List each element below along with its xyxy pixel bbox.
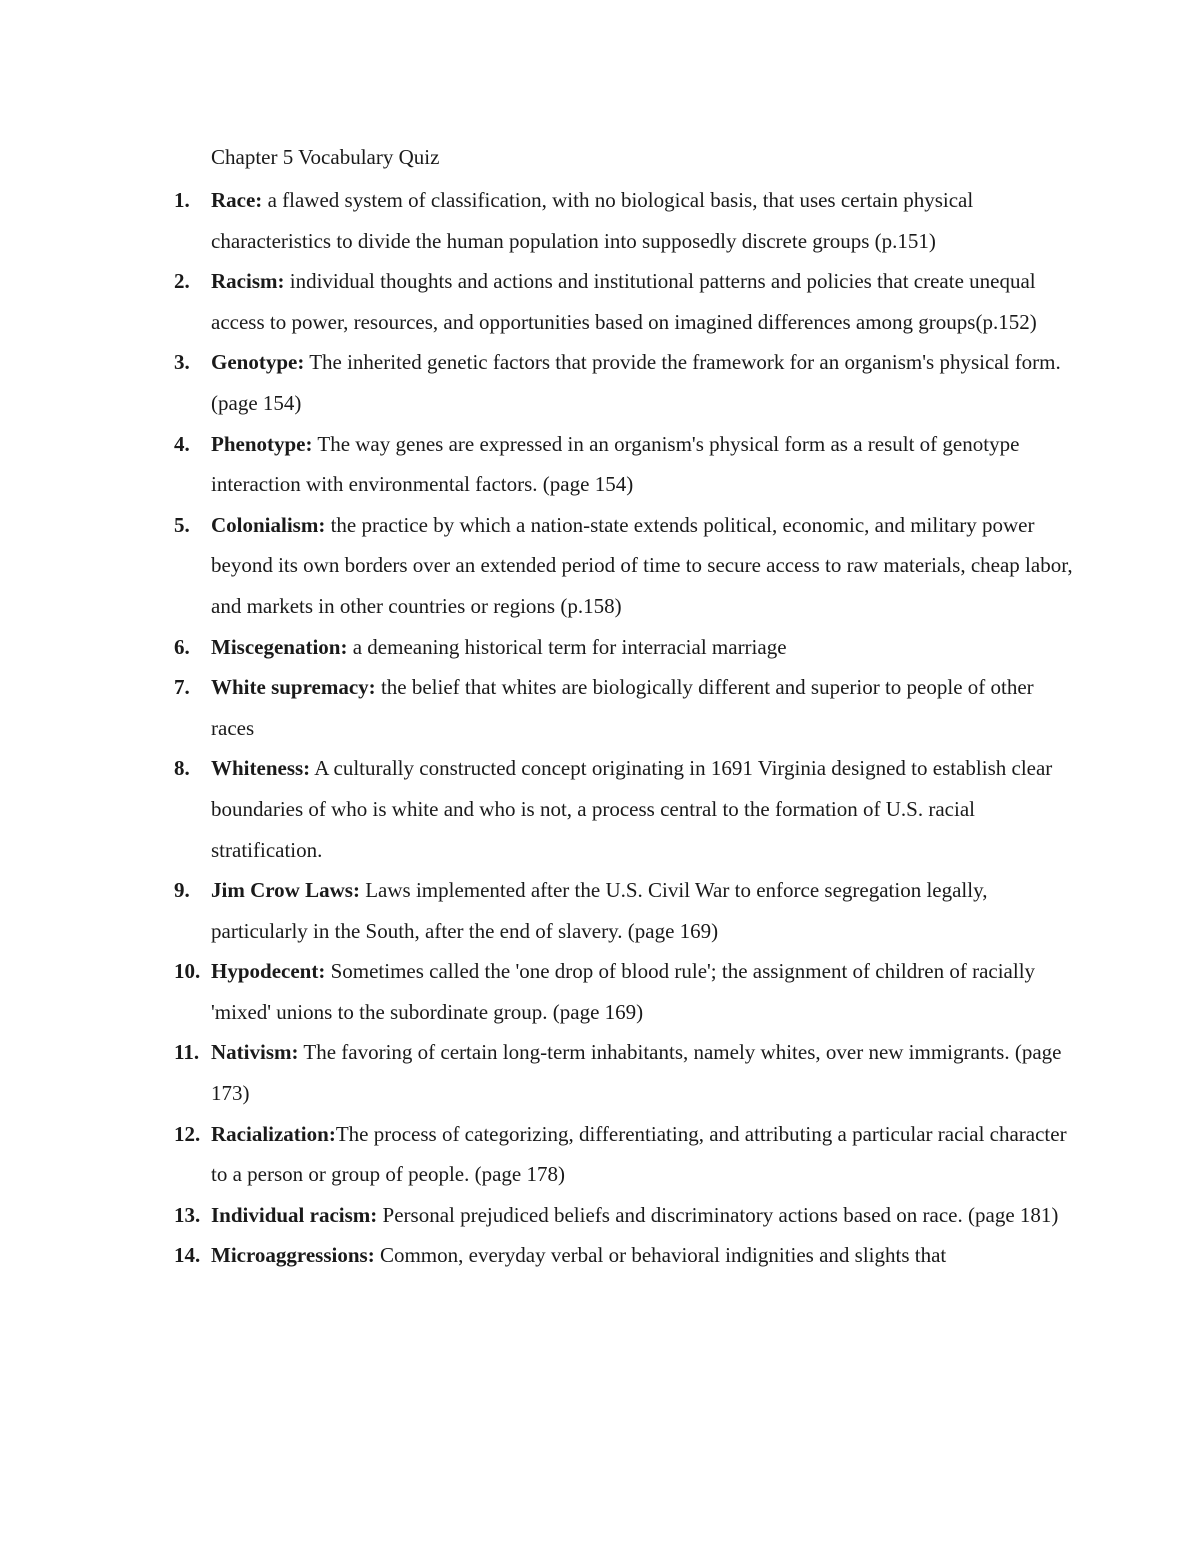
list-item — [174, 505, 1074, 627]
item-term: Race: — [211, 188, 263, 212]
item-number: 5. — [174, 512, 190, 537]
item-term: Microaggressions: — [211, 1243, 375, 1268]
item-definition: Personal prejudiced beliefs and discriminatory actions based on race. (page 181) — [377, 1202, 1059, 1227]
item-definition: The way genes are expressed in an organism's physical form as a result of genotype interaction with environmental factors. (page 154) — [211, 431, 1020, 497]
item-definition: the belief that whites are biologically different and superior to people of other races — [211, 675, 1034, 740]
item-definition: the practice by which a nation-state extends political, economic, and military power beyond its own borders over an extended period of time to secure access to raw materials, cheap labor, and markets in other countries or regions (p.158) — [211, 512, 1073, 618]
item-term: Hypodecent: — [211, 959, 326, 984]
item-number: 1. — [174, 188, 190, 212]
item-term: Genotype: — [211, 350, 305, 375]
item-term: Colonialism: — [211, 512, 326, 537]
list-item — [174, 424, 1074, 505]
item-term: White supremacy: — [211, 675, 376, 700]
item-definition: The favoring of certain long-term inhabitants, namely whites, over new immigrants. (page 173) — [211, 1040, 1062, 1106]
item-number: 6. — [174, 634, 190, 659]
list-item — [174, 627, 1074, 668]
item-number: 10. — [174, 959, 201, 984]
list-item — [174, 180, 1074, 261]
list-item — [174, 261, 1074, 342]
item-term: Nativism: — [211, 1040, 299, 1065]
item-definition: individual thoughts and actions and institutional patterns and policies that create unequal access to power, resources, and opportunities based on imagined differences among groups(p.152) — [211, 269, 1037, 334]
item-number: 3. — [174, 350, 190, 375]
list-item — [174, 667, 1074, 748]
item-definition: A culturally constructed concept originating in 1691 Virginia designed to establish clear boundaries of who is white and who is not, a process central to the formation of U.S. racial stratification. — [211, 756, 1053, 862]
item-term: Individual racism: — [211, 1202, 378, 1227]
item-number: 4. — [174, 431, 190, 456]
item-number: 2. — [174, 269, 190, 294]
item-term: Miscegenation: — [211, 634, 348, 659]
list-item — [174, 1114, 1074, 1195]
item-term: Jim Crow Laws: — [211, 878, 360, 903]
list-item — [174, 1235, 1074, 1276]
item-definition: The inherited genetic factors that provide the framework for an organism's physical form. (page 154) — [211, 350, 1061, 415]
list-item — [174, 1195, 1074, 1236]
item-term: Racialization: — [211, 1121, 336, 1146]
vocabulary-list — [174, 180, 1074, 1276]
item-number: 13. — [174, 1202, 201, 1227]
item-definition: The process of categorizing, differentiating, and attributing a particular racial character to a person or group of people. (page 178) — [211, 1121, 1067, 1187]
list-item — [174, 951, 1074, 1032]
item-definition: a demeaning historical term for interracial marriage — [347, 634, 787, 659]
item-number: 12. — [174, 1121, 201, 1146]
item-term: Whiteness: — [211, 756, 311, 781]
item-definition: Laws implemented after the U.S. Civil War to enforce segregation legally, particularly in the South, after the end of slavery. (page 169) — [211, 878, 988, 943]
list-item — [174, 748, 1074, 870]
item-number: 9. — [174, 878, 190, 903]
item-definition: Common, everyday verbal or behavioral indignities and slights that — [374, 1243, 947, 1268]
item-term: Racism: — [211, 269, 285, 294]
item-definition: Sometimes called the 'one drop of blood rule'; the assignment of children of racially 'mixed' unions to the subordinate group. (page 169) — [211, 959, 1036, 1024]
list-item — [174, 342, 1074, 423]
item-definition: a flawed system of classification, with no biological basis, that uses certain physical characteristics to divide the human population into supposedly discrete groups (p.151) — [211, 188, 974, 253]
item-number: 14. — [174, 1243, 201, 1268]
item-number: 11. — [174, 1040, 200, 1065]
list-item — [174, 870, 1074, 951]
document-title: Chapter 5 Vocabulary Quiz — [211, 145, 440, 169]
item-term: Phenotype: — [211, 431, 313, 456]
list-item — [174, 1032, 1074, 1113]
item-number: 8. — [174, 756, 190, 781]
item-number: 7. — [174, 675, 190, 700]
